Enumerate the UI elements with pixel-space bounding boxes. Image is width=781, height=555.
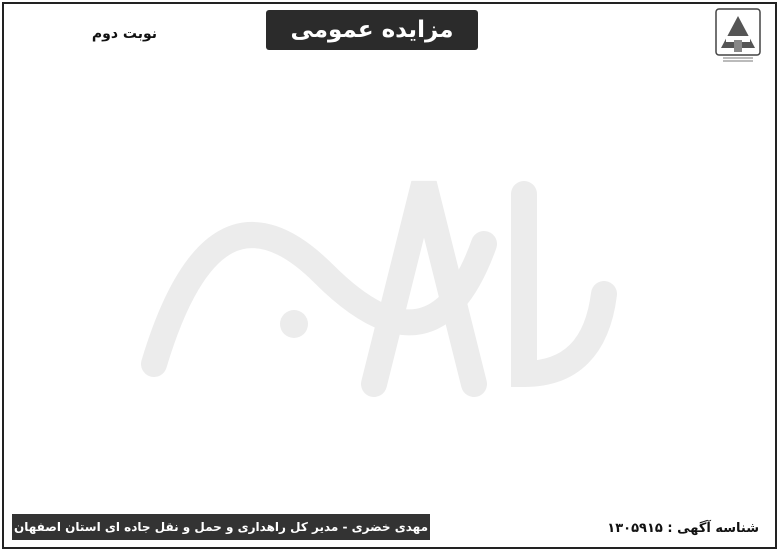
- notice-header: [4, 4, 775, 62]
- notice-title: مزایده عمومی: [266, 10, 478, 50]
- ministry-logo-icon: [715, 8, 761, 64]
- notice-page: [2, 2, 777, 549]
- agency-signature: مهدی خضری - مدیر کل راهداری و حمل و نقل جاده ای استان اصفهان: [12, 514, 430, 540]
- edition-label: نوبت دوم: [91, 26, 157, 42]
- watermark-graphic: [124, 124, 644, 424]
- ad-id: شناسه آگهی : ۱۳۰۵۹۱۵: [607, 521, 759, 536]
- notice-footer: [12, 512, 767, 540]
